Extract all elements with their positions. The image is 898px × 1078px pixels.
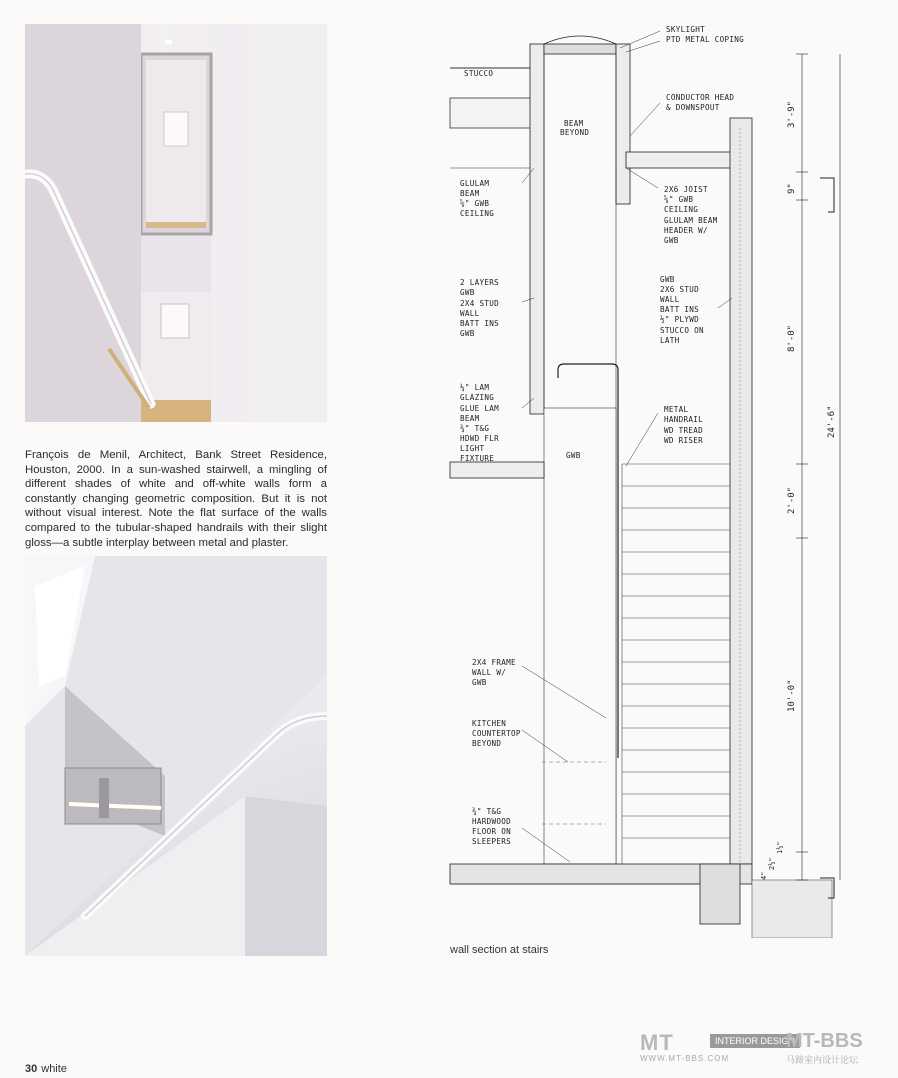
label-frame-3: GWB [472,678,487,687]
upper-right-wall [616,44,630,204]
wall-section-drawing [430,18,898,938]
label-stucco: STUCCO [464,69,494,78]
label-right-6: STUCCO ON [660,326,704,335]
dim-2-0: 2'-0" [787,486,797,514]
watermark-url: WWW.MT-BBS.COM [640,1054,730,1063]
stairwell-photo-top [25,24,327,422]
roof-assembly-left [450,98,540,128]
label-layers-2: GWB [460,288,475,297]
label-joist-5: HEADER W/ [664,226,708,235]
exterior-wall [730,118,752,864]
label-floor-2: HARDWOOD [472,817,511,826]
label-floor-3: FLOOR ON [472,827,511,836]
label-layers-3: 2X4 STUD [460,299,499,308]
watermark-bbs: MT-BBS [786,1030,863,1052]
label-right-3: WALL [660,295,680,304]
label-joist-6: GWB [664,236,679,245]
photo-caption: François de Menil, Architect, Bank Street Residence, Houston, 2000. In a sun-washed stairwell, a mingling of different shades of white and off-white walls form a constantly changing geometric composition. But it is not without visual interest. Note the flat surface of the walls compared to the tubular-shaped handrails with their slight gloss—a subtle interplay between metal and plaster. [25,449,327,549]
label-lam-2: GLAZING [460,393,495,402]
label-joist-2: ⅝" GWB [664,195,694,204]
stairwell-photo-bottom-illustration [25,556,327,956]
dim-9: 9" [787,183,797,194]
label-coping: PTD METAL COPING [666,35,744,44]
stair-treads [622,464,730,864]
dim-24-6: 24'-6" [827,405,837,438]
label-joist-4: GLULAM BEAM [664,216,718,225]
label-beam-beyond-1: BEAM [564,119,584,128]
dim-10-0: 10'-0" [787,679,797,712]
page-number: 30 [25,1063,38,1075]
label-glulam-4: CEILING [460,209,495,218]
label-layers-5: BATT INS [460,319,499,328]
label-right-2: 2X6 STUD [660,285,699,294]
label-glulam-3: ⅝" GWB [460,199,490,208]
label-conductor-2: & DOWNSPOUT [666,103,720,112]
label-rail-4: WD RISER [664,436,703,445]
watermark-badge: INTERIOR DESIGN [710,1034,800,1048]
label-glulam-1: GLULAM [460,179,490,188]
dim-4: 4" [760,871,768,880]
center-wall [530,44,544,414]
watermark-cn: 马蹄室内设计论坛 [786,1055,859,1065]
dim-1-5: 1½" [776,841,784,854]
label-skylight: SKYLIGHT [666,25,705,34]
label-rail-1: METAL [664,405,689,414]
label-floor-4: SLEEPERS [472,837,511,846]
watermark [600,1020,898,1070]
label-right-7: LATH [660,336,680,345]
label-lam-7: LIGHT [460,444,485,453]
label-frame-1: 2X4 FRAME [472,658,516,667]
label-kitchen-2: COUNTERTOP [472,729,521,738]
label-conductor-1: CONDUCTOR HEAD [666,93,735,102]
stairwell-photo-top-illustration [25,24,327,422]
label-frame-2: WALL W/ [472,668,507,677]
dim-2-5: 2½" [768,857,776,870]
stairwell-photo-bottom [25,556,327,956]
label-lam-5: ¾" T&G [460,424,490,433]
label-kitchen-1: KITCHEN [472,719,507,728]
label-rail-2: HANDRAIL [664,415,703,424]
drawing-caption: wall section at stairs [450,944,549,956]
label-glulam-2: BEAM [460,189,480,198]
label-layers-1: 2 LAYERS [460,278,499,287]
lower-center-wall [544,408,616,864]
watermark-logo: MT [640,1030,674,1055]
label-joist-1: 2X6 JOIST [664,185,708,194]
label-layers-6: GWB [460,329,475,338]
label-lam-4: BEAM [460,414,480,423]
label-lam-8: FIXTURE [460,454,495,463]
label-lam-3: GLUE LAM [460,404,499,413]
label-right-1: GWB [660,275,675,284]
label-layers-4: WALL [460,309,480,318]
section-name: white [41,1063,67,1075]
label-beam-beyond-2: BEYOND [560,128,590,137]
label-floor-1: ¾" T&G [472,807,502,816]
label-gwb-mid: GWB [566,451,581,460]
page-folio [25,1063,67,1075]
label-right-4: BATT INS [660,305,699,314]
level-marker-upper [820,178,834,212]
label-joist-3: CEILING [664,205,699,214]
skylight-dome [544,36,616,44]
soil-hatch [752,880,832,938]
label-lam-6: HDWD FLR [460,434,499,443]
skylight-frame [544,44,616,54]
label-kitchen-3: BEYOND [472,739,502,748]
dim-3-9: 3'-9" [787,100,797,128]
label-rail-3: WD TREAD [664,426,703,435]
grade-beam [700,864,740,924]
label-right-5: ½" PLYWD [660,315,699,324]
label-lam-1: ¼" LAM [460,383,490,392]
intermediate-floor [450,462,544,478]
dim-8-0: 8'-0" [787,324,797,352]
